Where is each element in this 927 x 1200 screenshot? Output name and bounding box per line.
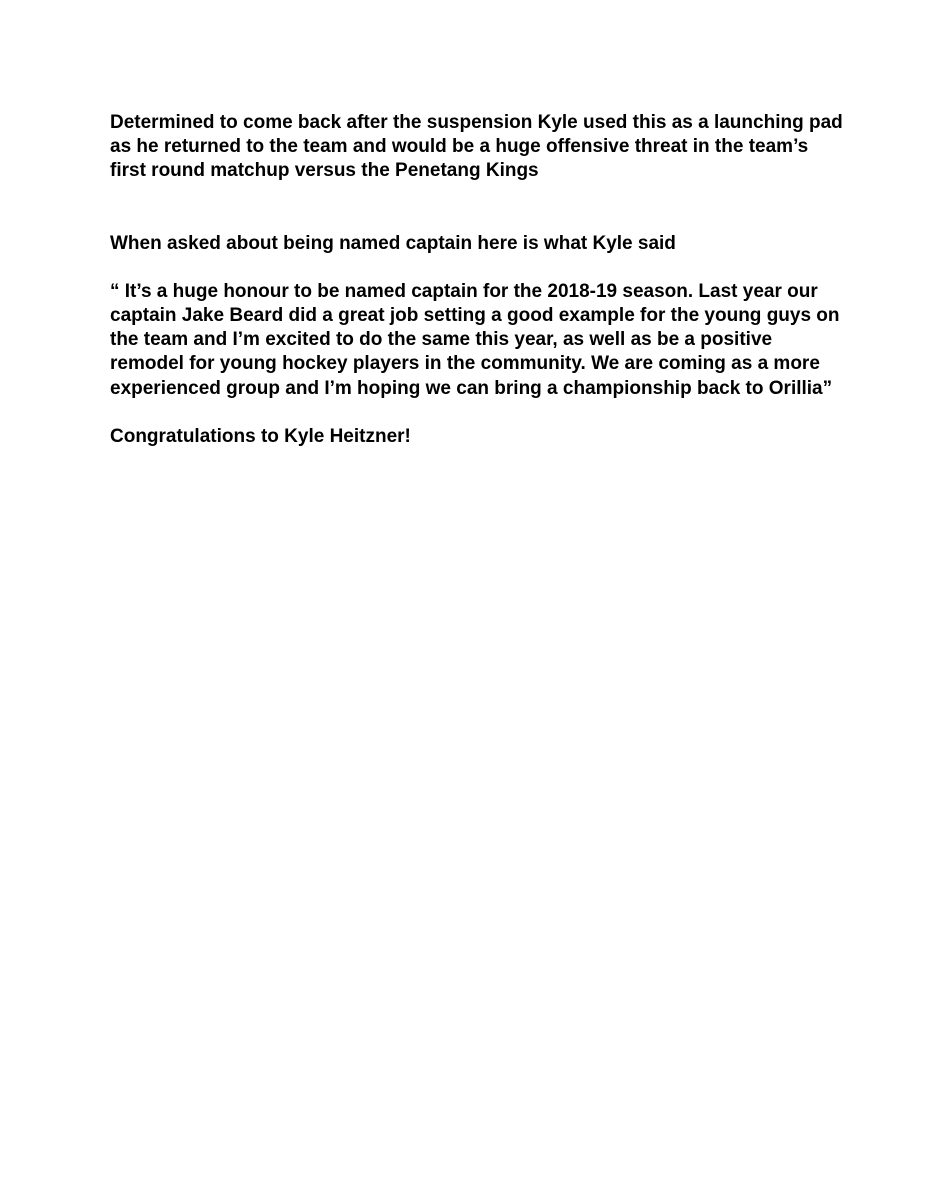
text-line: as he returned to the team and would be a huge offensive threat in the team’s [110,136,809,158]
text-line: first round matchup versus the Penetang Kings [110,160,539,182]
text-line: When asked about being named captain here is what Kyle said [110,232,676,254]
text-line: captain Jake Beard did a great job setting a good example for the young guys on [110,305,840,327]
text-line: experienced group and I’m hoping we can bring a championship back to Orillia” [110,377,833,399]
paragraph-quote [110,280,850,401]
paragraph-intro-quote [110,232,850,256]
text-line: Congratulations to Kyle Heitzner! [110,425,411,447]
text-line: the team and I’m excited to do the same this year, as well as be a positive [110,329,773,351]
paragraph-spacer [110,401,850,425]
document-body [110,111,850,449]
text-line: Determined to come back after the suspension Kyle used this as a launching pad [110,112,843,133]
paragraph-spacer [110,184,850,232]
paragraph-spacer [110,256,850,280]
paragraph-congratulations [110,425,850,449]
text-line: remodel for young hockey players in the community. We are coming as a more [110,353,820,375]
paragraph-comeback [110,111,850,184]
text-line: “ It’s a huge honour to be named captain for the 2018-19 season. Last year our [110,280,818,302]
